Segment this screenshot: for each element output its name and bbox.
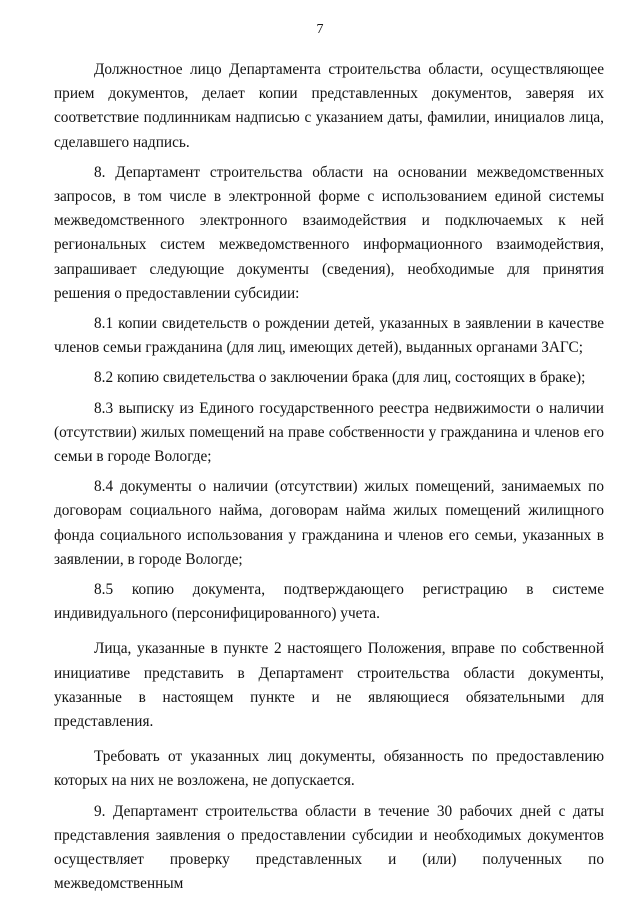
page-number: 7 [316, 22, 324, 37]
paragraph-section-8-1: 8.1 копии свидетельств о рождении детей, указанных в заявлении в качестве членов семьи гражданина (для лиц, имеющих детей), выданных органами ЗАГС; [54, 315, 604, 357]
document-body [54, 58, 604, 905]
paragraph-no-requirement: Требовать от указанных лиц документы, обязанность по предоставлению которых на них не возложена, не допускается. [54, 748, 604, 790]
paragraph-section-8-2: 8.2 копию свидетельства о заключении брака (для лиц, состоящих в браке); [94, 369, 586, 387]
paragraph-document-copies: Должностное лицо Департамента строительства области, осуществляющее прием документов, делает копии представленных документов, заверяя их соответствие подлинникам надписью с указанием даты, фамилии, инициалов лица, сделавшего надпись. [54, 61, 604, 151]
paragraph-section-9: 9. Департамент строительства области в течение 30 рабочих дней с даты представления заявления о предоставлении субсидии и необходимых документов осуществляет проверку представленных и (или) полученных по межведомственным [54, 802, 604, 893]
paragraph-section-8: 8. Департамент строительства области на основании межведомственных запросов, в том числе в электронной форме с использованием единой системы межведомственного электронного взаимодействия и подключаемых к ней региональных систем межведомственного информационного взаимодействия, запрашивает следующие документы (сведения), необходимые для принятия решения о предоставлении субсидии: [54, 163, 604, 302]
paragraph-section-8-3: 8.3 выписку из Единого государственного реестра недвижимости о наличии (отсутствии) жилых помещений на праве собственности у гражданина и членов его семьи в городе Вологде; [54, 399, 604, 466]
paragraph-optional-documents: Лица, указанные в пункте 2 настоящего Положения, вправе по собственной инициативе представить в Департамент строительства области документы, указанные в настоящем пункте и не являющиеся обязательными для представления. [54, 640, 604, 731]
paragraph-section-8-4: 8.4 документы о наличии (отсутствии) жилых помещений, занимаемых по договорам социального найма, договорам найма жилых помещений жилищного фонда социального использования у гражданина и членов его семьи, указанных в заявлении, в городе Вологде; [54, 478, 604, 568]
paragraph-section-8-5: 8.5 копию документа, подтверждающего регистрацию в системе индивидуального (персонифицированного) учета. [54, 581, 604, 623]
